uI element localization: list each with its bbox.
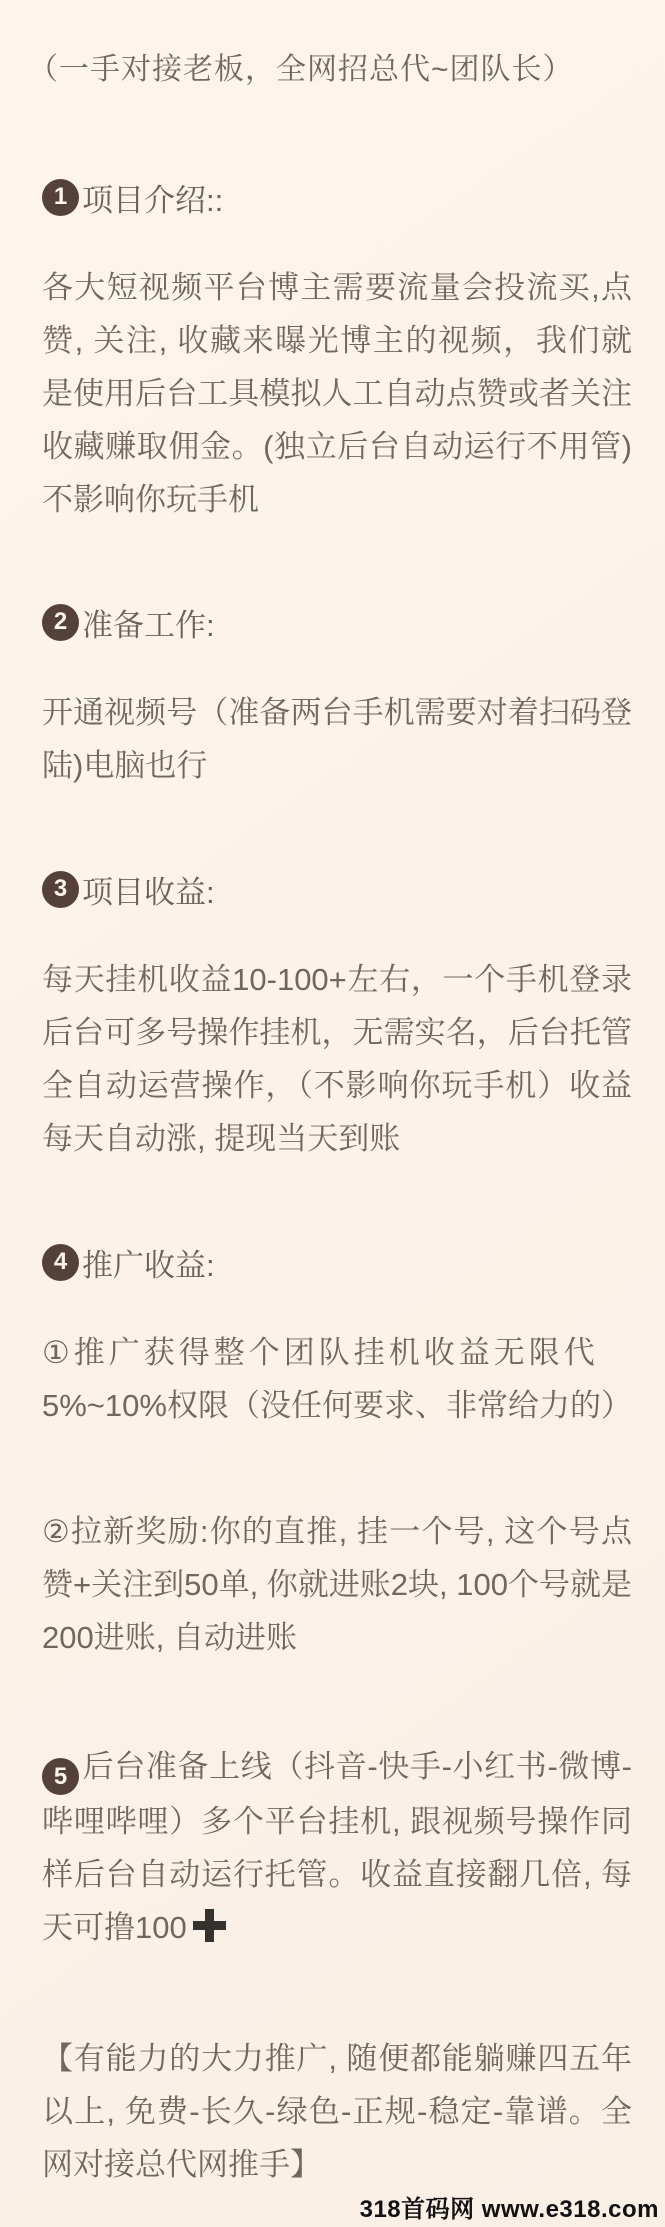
section-4-point-1 (42, 1326, 632, 1432)
section-2-header (42, 600, 632, 644)
watermark: 318首码网 www.e318.com (359, 2196, 659, 2223)
page-title: （一手对接老板，全网招总代~团队长） (28, 53, 574, 86)
section-5-body (42, 1740, 632, 1954)
section-1-heading: 项目介绍:: (82, 182, 224, 218)
section-4-point-1-line-1: ①推广获得整个团队挂机收益无限代 (42, 1335, 599, 1370)
plus-icon (193, 1909, 226, 1942)
section-3-number-badge: 3 (42, 871, 79, 908)
section-1-number-badge: 1 (42, 179, 79, 216)
section-4-number-badge: 4 (42, 1244, 79, 1281)
section-2-number-badge: 2 (42, 604, 79, 641)
section-2-body: 开通视频号（准备两台手机需要对着扫码登陆)电脑也行 (42, 695, 632, 783)
section-4-point-2: ②拉新奖励:你的直推, 挂一个号, 这个号点赞+关注到50单, 你就进账2块, 100个号就是200进账, 自动进账 (42, 1514, 632, 1655)
section-5-number-badge: 5 (42, 1758, 79, 1795)
section-4-heading: 推广收益: (82, 1247, 215, 1283)
section-1-header (42, 175, 632, 219)
section-4-point-1-line-2: 5%~10%权限（没任何要求、非常给力的） (42, 1388, 632, 1423)
footer-note: 【有能力的大力推广, 随便都能躺赚四五年以上, 免费-长久-绿色-正规-稳定-靠谱。全网对接总代网推手】 (42, 2041, 632, 2182)
section-3-body: 每天挂机收益10-100+左右，一个手机登录后台可多号操作挂机，无需实名，后台托管全自动运营操作，（不影响你玩手机）收益每天自动涨, 提现当天到账 (42, 962, 632, 1156)
section-2-heading: 准备工作: (82, 607, 215, 643)
section-1-body: 各大短视频平台博主需要流量会投流买,点赞, 关注, 收藏来曝光博主的视频，我们就是使用后台工具模拟人工自动点赞或者关注收藏赚取佣金。(独立后台自动运行不用管)不影响你玩手机 (42, 270, 632, 517)
section-3-heading: 项目收益: (82, 874, 215, 910)
section-3-header (42, 867, 632, 911)
section-5-text: 后台准备上线（抖音-快手-小红书-微博-哔哩哔哩）多个平台挂机, 跟视频号操作同样后台自动运行托管。收益直接翻几倍, 每天可撸100 (42, 1749, 632, 1945)
section-4-header (42, 1240, 632, 1284)
